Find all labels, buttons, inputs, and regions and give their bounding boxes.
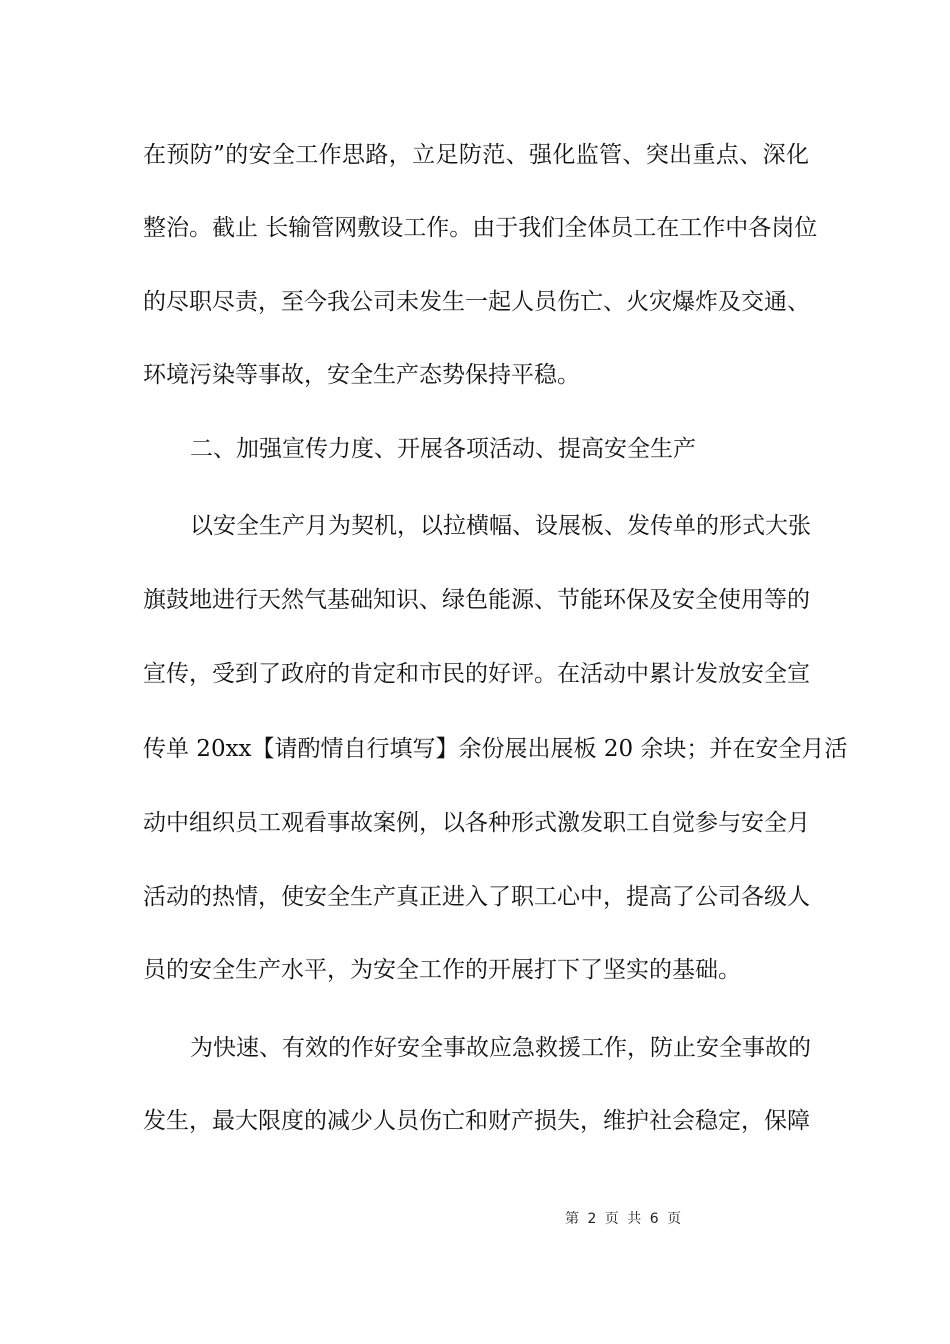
- page-number-footer: 第 2 页 共 6 页: [565, 1211, 682, 1227]
- paragraph-line: 旗鼓地进行天然气基础知识、绿色能源、节能环保及安全使用等的: [143, 587, 810, 613]
- paragraph-line: 的尽职尽责，至今我公司未发生一起人员伤亡、火灾爆炸及交通、: [143, 289, 810, 315]
- paragraph-line: 发生，最大限度的减少人员伤亡和财产损失，维护社会稳定，保障: [143, 1108, 810, 1134]
- section-heading: 二、加强宣传力度、开展各项活动、提高安全生产: [190, 436, 696, 462]
- paragraph-line: 在预防”的安全工作思路，立足防范、强化监管、突出重点、深化: [143, 142, 809, 168]
- paragraph-line: 传单 20xx【请酌情自行填写】余份展出展板 20 余块；并在安全月活: [143, 736, 848, 762]
- paragraph-line: 为快速、有效的作好安全事故应急救援工作，防止安全事故的: [190, 1035, 811, 1061]
- paragraph-line: 环境污染等事故，安全生产态势保持平稳。: [143, 362, 580, 388]
- paragraph-line: 员的安全生产水平，为安全工作的开展打下了坚实的基础。: [143, 957, 741, 983]
- paragraph-line: 宣传，受到了政府的肯定和市民的好评。在活动中累计发放安全宣: [143, 661, 810, 687]
- paragraph-line: 整治。截止 长输管网敷设工作。由于我们全体员工在工作中各岗位: [143, 215, 818, 241]
- paragraph-line: 动中组织员工观看事故案例，以各种形式激发职工自觉参与安全月: [143, 810, 810, 836]
- paragraph-line: 以安全生产月为契机，以拉横幅、设展板、发传单的形式大张: [190, 513, 811, 539]
- paragraph-line: 活动的热情，使安全生产真正进入了职工心中，提高了公司各级人: [143, 884, 810, 910]
